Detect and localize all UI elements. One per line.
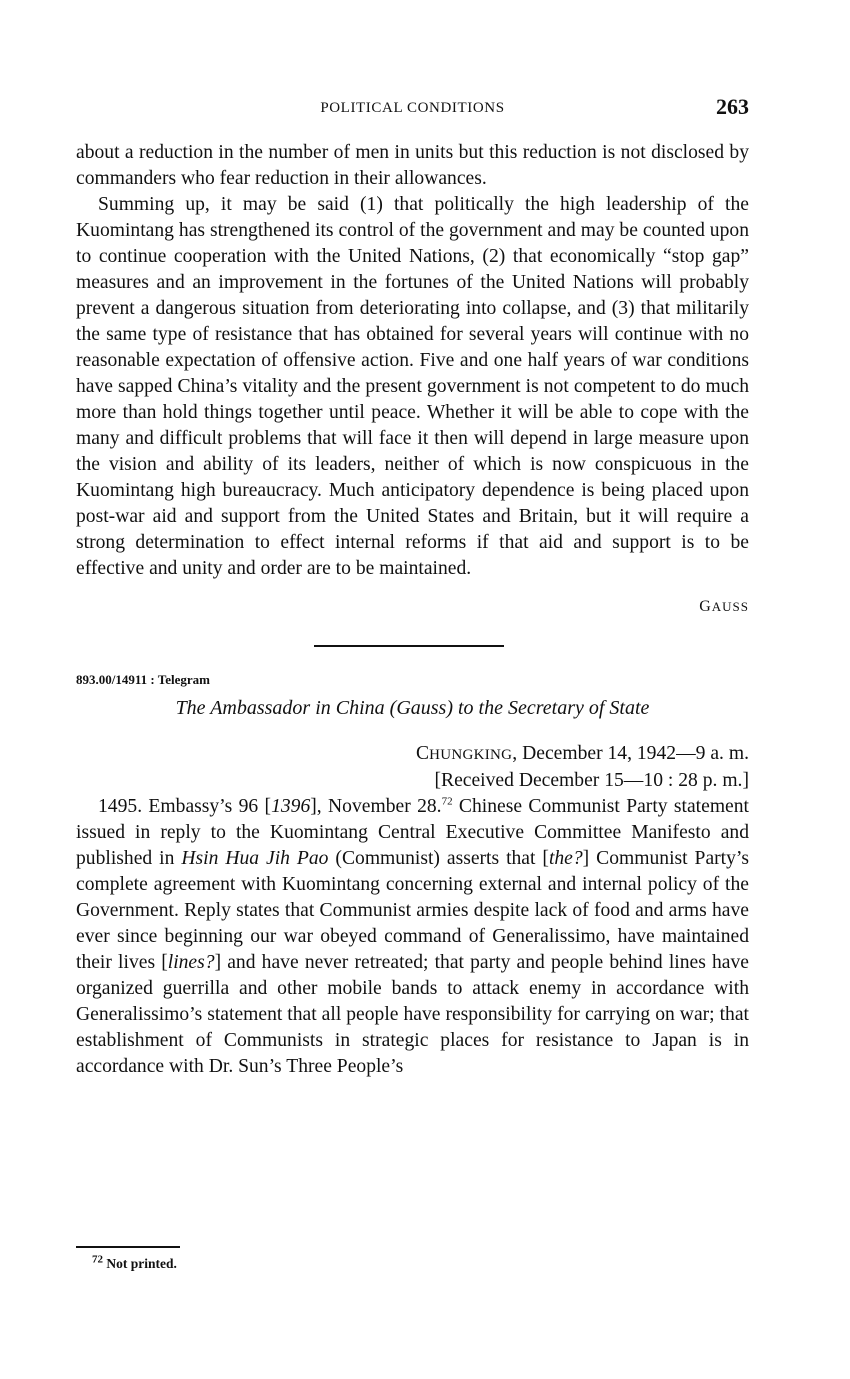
dateline-received: [Received December 15—10 : 28 p. m.] xyxy=(434,770,749,791)
telegram-text: ] Communist Party’s complete agreement with Kuomintang concerning external and internal policy of the Government. Reply states that Communist armies despite lack of food and arms have ever since beginning our war obeyed command of Generalissimo, have maintained their lives [ xyxy=(76,848,749,973)
place-initial: C xyxy=(415,743,430,764)
telegram-italic: lines? xyxy=(167,952,215,973)
telegram-text: 1495. Embassy’s 96 [ xyxy=(98,796,272,817)
footnote-text: Not printed. xyxy=(103,1256,177,1271)
telegram-italic: the? xyxy=(548,848,583,869)
footnote-number: 72 xyxy=(92,1253,103,1266)
file-number: 893.00/14911 : Telegram xyxy=(76,672,210,687)
telegram-text: ] and have never retreated; that party and people behind lines have organized guerrilla and other mobile bands to attack enemy in accordance with Generalissimo’s statement that all people have responsibility for carrying on war; that establishment of Communists in strategic places for resistance to Japan is in accordance with Dr. Sun’s Three People’s xyxy=(76,952,749,1077)
footnote xyxy=(92,1253,177,1272)
signature-rest: AUSS xyxy=(711,599,749,614)
page-number: 263 xyxy=(716,94,749,119)
telegram-text: (Communist) asserts that [ xyxy=(328,848,549,869)
paragraph-continuation: about a reduction in the number of men in units but this reduction is not disclosed by commanders who fear reduction in their allowances. xyxy=(76,142,749,189)
footnote-reference: 72 xyxy=(441,795,453,808)
body-text xyxy=(76,140,749,1080)
footnote-rule xyxy=(76,1246,180,1248)
dateline-sent xyxy=(76,741,749,768)
telegram-text: ], November 28. xyxy=(310,796,442,817)
place-rest: HUNGKING xyxy=(429,747,513,763)
signature xyxy=(76,594,749,620)
dateline xyxy=(76,741,749,794)
newspaper-name: Hsin Hua Jih Pao xyxy=(181,848,329,869)
running-head xyxy=(76,96,749,122)
section-divider xyxy=(314,645,504,647)
sent-date: , December 14, 1942—9 a. m. xyxy=(512,743,749,764)
running-title: POLITICAL CONDITIONS xyxy=(320,100,505,116)
telegram-italic: 1396 xyxy=(271,796,311,817)
signature-initial: G xyxy=(699,598,712,615)
paragraph-summary: Summing up, it may be said (1) that politically the high leadership of the Kuomintang has strengthened its control of the government and may be counted upon to continue cooperation with the United Nations, (2) that economically “stop gap” measures and an improvement in the fortunes of the United Nations will probably prevent a dangerous situation from deteriorating into collapse, and (3) that militarily the same type of resistance that has obtained for several years will continue with no reasonable expectation of offensive action. Five and one half years of war conditions have sapped China’s vitality and the present government is not competent to do much more than hold things together until peace. Whether it will be able to cope with the many and difficult problems that will face it then will depend in large measure upon the vision and ability of its leaders, neither of which is now conspicuous in the Kuomintang high bureaucracy. Much anticipatory dependence is being placed upon post-war aid and support from the United States and Britain, but it will require a strong determination to effect internal reforms if that aid and support is to be effective and unity and order are to be maintained. xyxy=(76,194,749,579)
telegram-body xyxy=(76,794,749,1080)
telegram-text: Chinese Communist Party statement issued in reply to the Kuomintang Central Executive Committee Manifesto and published in xyxy=(76,796,749,869)
document-title: The Ambassador in China (Gauss) to the Secretary of State xyxy=(175,697,650,719)
